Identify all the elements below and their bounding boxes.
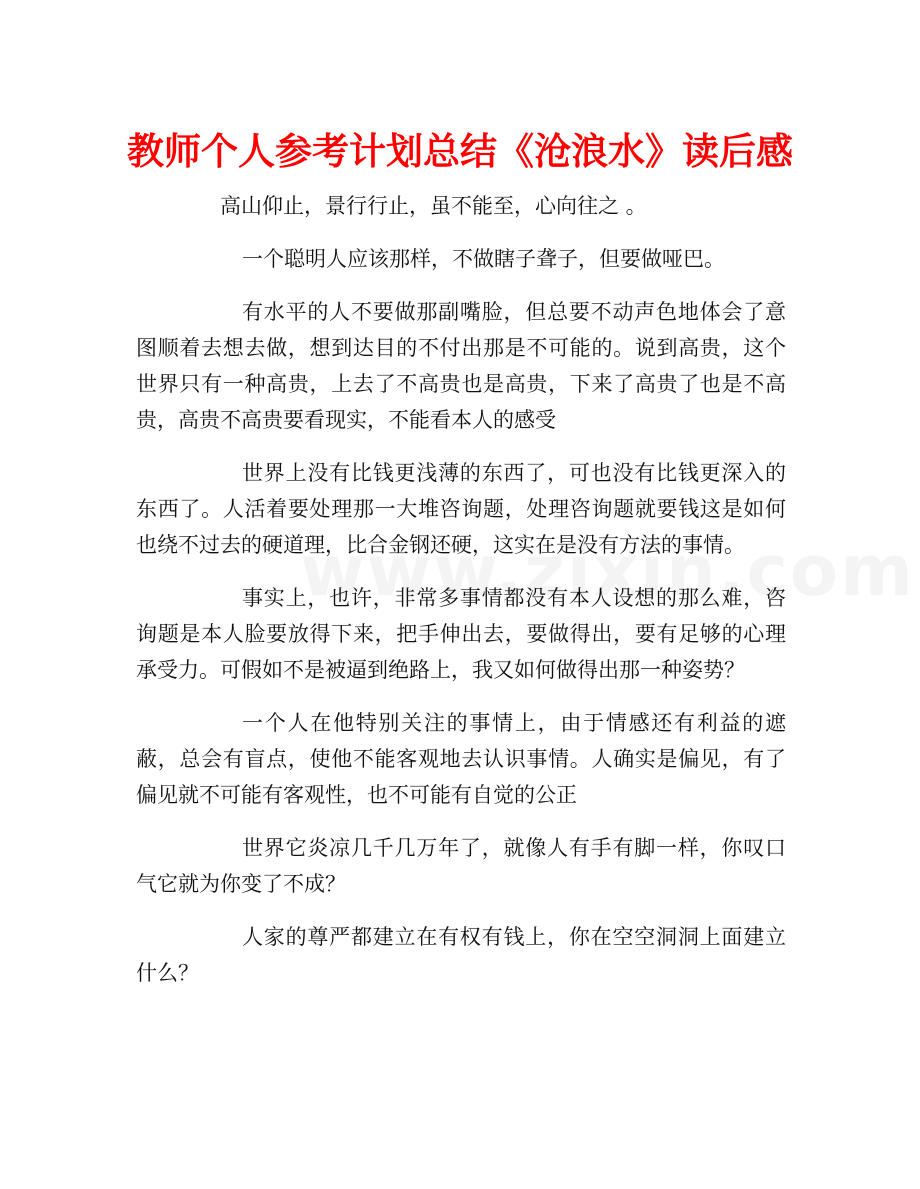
paragraph-8: 人家的尊严都建立在有权有钱上，你在空空洞洞上面建立什么？ (136, 925, 786, 985)
paragraph-1: 高山仰止，景行行止，虽不能至，心向往之 。 (220, 194, 647, 218)
paragraph-6: 一个人在他特别关注的事情上，由于情感还有利益的遮蔽，总会有盲点，使他不能客观地去认识事情。人确实是偏见，有了偏见就不可能有客观性，也不可能有自觉的公正 (136, 711, 786, 807)
document-body (136, 188, 786, 991)
paragraph-3: 有水平的人不要做那副嘴脸，但总要不动声色地体会了意图顺着去想去做，想到达目的不付出那是不可能的。说到高贵，这个世界只有一种高贵，上去了不高贵也是高贵，下来了高贵了也是不高贵，高贵不高贵要看现实，不能看本人的感受 (136, 300, 786, 432)
paragraph-2: 一个聪明人应该那样，不做瞎子聋子，但要做哑巴。 (242, 247, 725, 271)
paragraph-4: 世界上没有比钱更浅薄的东西了，可也没有比钱更深入的东西了。人活着要处理那一大堆咨询题，处理咨询题就要钱这是如何也绕不过去的硬道理，比合金钢还硬，这实在是没有方法的事情。 (136, 461, 786, 557)
document-title: 教师个人参考计划总结《沧浪水》读后感 (127, 130, 793, 173)
paragraph-7: 世界它炎凉几千几万年了，就像人有手有脚一样，你叹口气它就为你变了不成？ (136, 836, 786, 896)
paragraph-5: 事实上，也许，非常多事情都没有本人设想的那么难，咨询题是本人脸要放得下来，把手伸出去，要做得出，要有足够的心理承受力。可假如不是被逼到绝路上，我又如何做得出那一种姿势？ (136, 586, 786, 682)
